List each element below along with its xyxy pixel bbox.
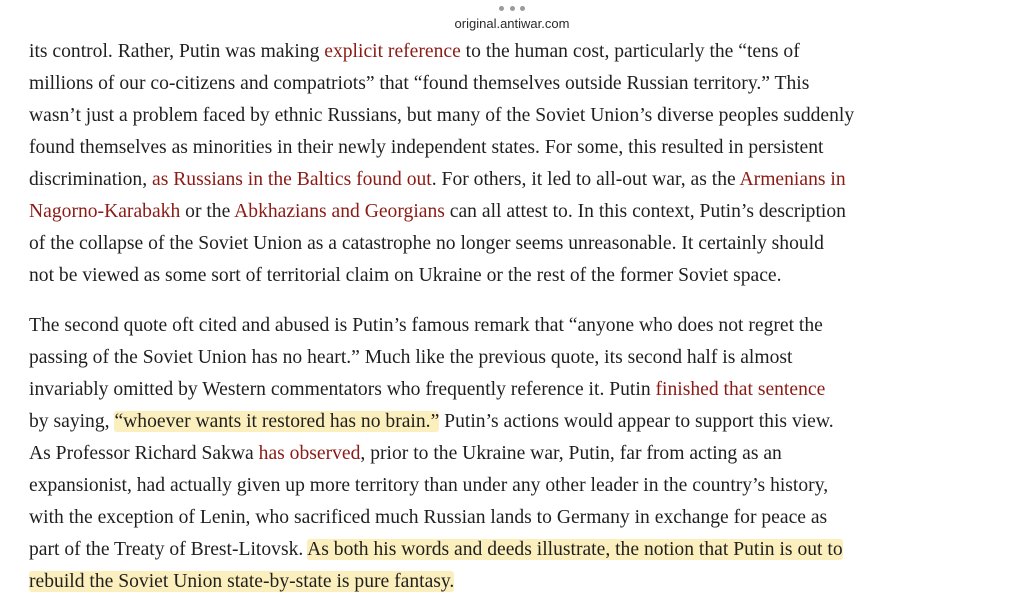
text-line: millions of our co-citizens and compatriots” that “found themselves outside Russian territory.” This [29, 73, 810, 94]
text-line [29, 164, 1004, 196]
text-run: to the human cost, particularly the “tens of [460, 41, 800, 62]
url-label[interactable]: original.antiwar.com [454, 16, 570, 31]
article-body [29, 36, 1004, 598]
text-run: discrimination, [29, 169, 152, 190]
text-run: part of the Treaty of Brest-Litovsk. [29, 539, 308, 560]
text-line [29, 438, 1004, 470]
text-run: Putin’s actions would appear to support this view. [439, 411, 834, 432]
link-explicit-reference[interactable]: explicit reference [324, 41, 461, 62]
link-has-observed[interactable]: has observed [258, 443, 361, 464]
browser-top-bar [0, 0, 1024, 36]
highlighted-quote[interactable]: “whoever wants it restored has no brain.” [114, 411, 440, 432]
text-line [29, 196, 1004, 228]
text-line: of the collapse of the Soviet Union as a catastrophe no longer seems unreasonable. It certainly should [29, 233, 824, 254]
text-line [29, 406, 1004, 438]
highlighted-sentence-cont[interactable]: rebuild the Soviet Union state-by-state is pure fantasy. [29, 571, 455, 592]
text-line [29, 374, 1004, 406]
text-run: its control. Rather, Putin was making [29, 41, 325, 62]
text-run: As Professor Richard Sakwa [29, 443, 259, 464]
text-line: wasn’t just a problem faced by ethnic Russians, but many of the Soviet Union’s diverse peoples suddenly [29, 105, 855, 126]
link-armenians-in-nagorno-karabakh-cont[interactable]: Nagorno-Karabakh [29, 201, 181, 222]
text-line: found themselves as minorities in their newly independent states. For some, this resulted in persistent [29, 137, 824, 158]
highlighted-sentence[interactable]: As both his words and deeds illustrate, the notion that Putin is out to [307, 539, 843, 560]
paragraph-1 [29, 36, 1004, 292]
text-run: invariably omitted by Western commentators who frequently reference it. Putin [29, 379, 656, 400]
more-options-icon[interactable] [499, 6, 525, 12]
text-run: by saying, [29, 411, 115, 432]
link-abkhazians-and-georgians[interactable]: Abkhazians and Georgians [234, 201, 445, 222]
paragraph-2 [29, 310, 1004, 598]
text-line [29, 36, 1004, 68]
text-line [29, 534, 1004, 566]
text-line: with the exception of Lenin, who sacrificed much Russian lands to Germany in exchange for peace as [29, 507, 828, 528]
text-run: , prior to the Ukraine war, Putin, far from acting as an [360, 443, 782, 464]
link-armenians-in-nagorno-karabakh[interactable]: Armenians in [739, 169, 846, 190]
text-line: not be viewed as some sort of territorial claim on Ukraine or the rest of the former Soviet space. [29, 265, 782, 286]
text-line: The second quote oft cited and abused is Putin’s famous remark that “anyone who does not regret the [29, 315, 823, 336]
text-line: expansionist, had actually given up more territory than under any other leader in the country’s history, [29, 475, 829, 496]
text-run: or the [180, 201, 235, 222]
text-run: . For others, it led to all-out war, as the [431, 169, 740, 190]
text-run: can all attest to. In this context, Putin’s description [444, 201, 846, 222]
link-russians-in-baltics[interactable]: as Russians in the Baltics found out [152, 169, 432, 190]
text-line [29, 566, 1004, 598]
link-finished-that-sentence[interactable]: finished that sentence [655, 379, 826, 400]
text-line: passing of the Soviet Union has no heart.” Much like the previous quote, its second half is almost [29, 347, 793, 368]
